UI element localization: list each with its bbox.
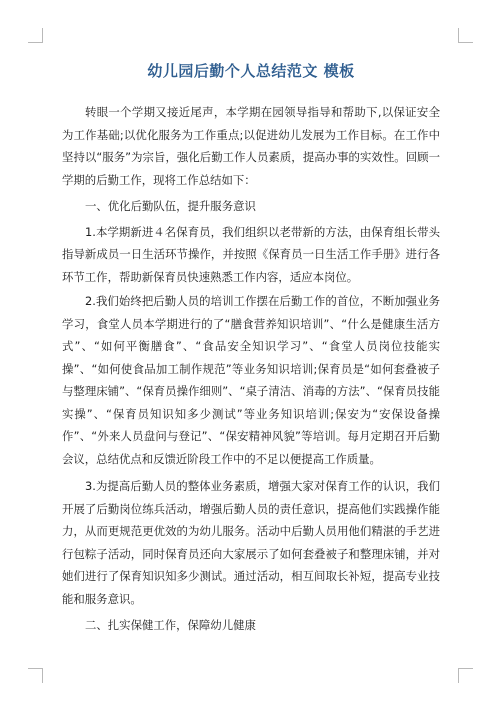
section-heading-1: 一、优化后勤队伍，提升服务意识 xyxy=(85,199,256,213)
section1-paragraph-3: 3.为提高后勤人员的整体业务素质，增强大家对保育工作的认识，我们开展了后勤岗位练兵活动，增强后勤人员的责任意识，提高他们实践操作能力，从而更规范更优效的为幼儿服务。活动中后勤人员用他们精湛的手艺进行包粽子活动，同时保育员还向大家展示了如何套叠被子和整理床铺，并对她们进行了保育知识知多少测试。通过活动，相互间取长补短，提高专业技能和服务意识。 xyxy=(62,479,440,606)
intro-paragraph: 转眼一个学期又接近尾声，本学期在园领导指导和帮助下,以保证安全为工作基础;以优化服务为工作重点;以促进幼儿发展为工作目标。在工作中坚持以“服务”为宗旨，强化后勤工作人员素质，提高办事的实效性。回顾一学期的后勤工作，现将工作总结如下： xyxy=(62,105,440,187)
corner-mark-top-right xyxy=(458,28,473,43)
corner-mark-top-left xyxy=(28,28,43,43)
document-title: 幼儿园后勤个人总结范文 模板 xyxy=(147,62,355,80)
document-page xyxy=(62,60,440,640)
corner-mark-bottom-right xyxy=(458,668,473,683)
section-heading-2: 二、扎实保健工作，保障幼儿健康 xyxy=(85,618,256,632)
corner-mark-bottom-left xyxy=(28,668,43,683)
section1-paragraph-1: 1.本学期新进４名保育员，我们组织以老带新的方法，由保育组长带头指导新成员一日生活环节操作，并按照《保育员一日生活工作手册》进行各环节工作，帮助新保育员快速熟悉工作内容，适应本岗位。 xyxy=(62,224,440,284)
section1-paragraph-2: 2.我们始终把后勤人员的培训工作摆在后勤工作的首位，不断加强业务学习，食堂人员本学期进行的了“膳食营养知识培训”、“什么是健康生活方式”、“如何平衡膳食”、“食品安全知识学习”、“食堂人员岗位技能实操”、“如何使食品加工制作规范”等业务知识培训;保育员是“如何套叠被子与整理床铺”、“保育员操作细则”、“桌子清洁、消毒的方法”、“保育员技能实操”、“保育员知识知多少测试”等业务知识培训;保安为“安保设备操作”、“外来人员盘问与登记”、“保安精神风貌”等培训。每月定期召开后勤会议，总结优点和反馈近阶段工作中的不足以便提高工作质量。 xyxy=(62,294,440,466)
